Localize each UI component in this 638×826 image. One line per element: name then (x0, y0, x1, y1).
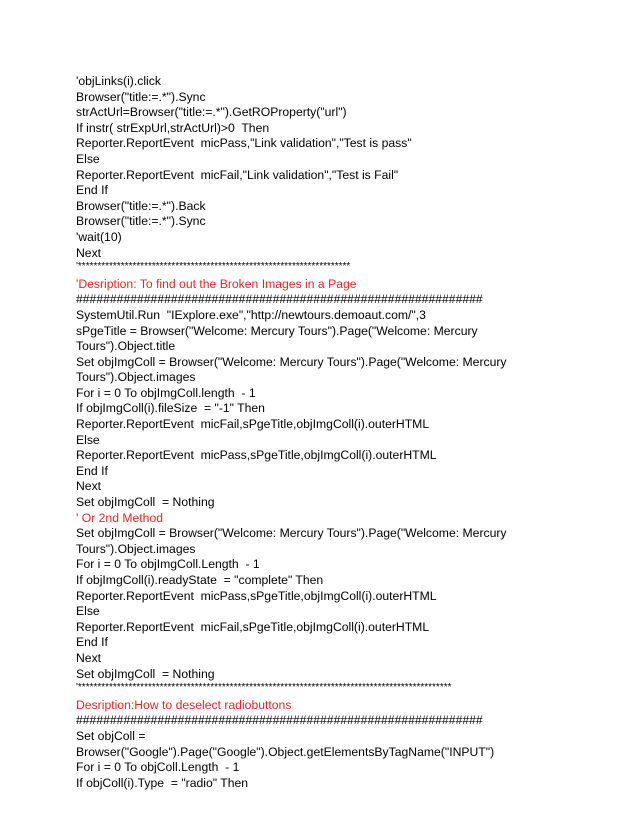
comment-line: Desription:How to deselect radiobuttons (76, 697, 292, 712)
code-line: 'wait(10) (76, 229, 122, 244)
code-line: Reporter.ReportEvent micFail,"Link validation","Test is Fail" (76, 167, 399, 182)
code-line: End If (76, 463, 108, 478)
comment-line: 'Desription: To find out the Broken Images in a Page (76, 276, 357, 291)
code-line: Set objColl = (76, 728, 146, 743)
code-line: For i = 0 To objImgColl.Length - 1 (76, 557, 260, 572)
code-line: End If (76, 183, 108, 198)
code-line: Reporter.ReportEvent micPass,"Link validation","Test is pass" (76, 136, 412, 151)
code-line: ############################################################ (76, 292, 483, 307)
code-line: Set objImgColl = Browser("Welcome: Mercury Tours").Page("Welcome: Mercury (76, 526, 507, 541)
code-line: Browser("title:=.*").Sync (76, 89, 206, 104)
code-line: Reporter.ReportEvent micPass,sPgeTitle,objImgColl(i).outerHTML (76, 448, 437, 463)
code-line: Else (76, 604, 100, 619)
code-line: Else (76, 432, 100, 447)
comment-line: ' Or 2nd Method (76, 510, 164, 525)
code-line: Else (76, 151, 100, 166)
code-line: Set objImgColl = Nothing (76, 495, 215, 510)
code-line: 'objLinks(i).click (76, 74, 161, 88)
code-line: If objImgColl(i).fileSize = "-1" Then (76, 401, 265, 416)
code-line: sPgeTitle = Browser("Welcome: Mercury Tours").Page("Welcome: Mercury (76, 323, 478, 338)
code-line: Reporter.ReportEvent micFail,sPgeTitle,objImgColl(i).outerHTML (76, 619, 430, 634)
code-line: Browser("title:=.*").Back (76, 198, 206, 213)
code-line: Set objImgColl = Nothing (76, 666, 215, 681)
code-line: For i = 0 To objImgColl.length - 1 (76, 385, 256, 400)
document-page (76, 74, 596, 791)
code-line: SystemUtil.Run "IExplore.exe","http://newtours.demoaut.com/",3 (76, 307, 426, 322)
code-line: strActUrl=Browser("title:=.*").GetROProperty("url") (76, 105, 347, 120)
code-line: Reporter.ReportEvent micFail,sPgeTitle,objImgColl(i).outerHTML (76, 417, 430, 432)
code-line: Set objImgColl = Browser("Welcome: Mercury Tours").Page("Welcome: Mercury (76, 354, 507, 369)
code-line: Reporter.ReportEvent micPass,sPgeTitle,objImgColl(i).outerHTML (76, 588, 437, 603)
code-line: Tours").Object.images (76, 370, 196, 385)
code-line: Browser("title:=.*").Sync (76, 214, 206, 229)
code-line: End If (76, 635, 108, 650)
code-line: Next (76, 650, 102, 665)
code-line: Next (76, 245, 102, 260)
code-line: If instr( strExpUrl,strActUrl)>0 Then (76, 120, 270, 135)
code-line: If objImgColl(i).readyState = "complete" Then (76, 573, 324, 587)
code-line: Browser("Google").Page("Google").Object.getElementsByTagName("INPUT") (76, 744, 495, 759)
code-line: If objColl(i).Type = "radio" Then (76, 775, 249, 790)
separator-line: '********************************************************************** (76, 261, 351, 273)
separator-line: '************************************************************************************************ (76, 682, 452, 694)
code-line: Tours").Object.images (76, 541, 196, 556)
code-line: ############################################################ (76, 713, 483, 728)
code-line: For i = 0 To objColl.Length - 1 (76, 760, 240, 775)
code-line: Tours").Object.title (76, 339, 176, 354)
code-line: Next (76, 479, 102, 494)
